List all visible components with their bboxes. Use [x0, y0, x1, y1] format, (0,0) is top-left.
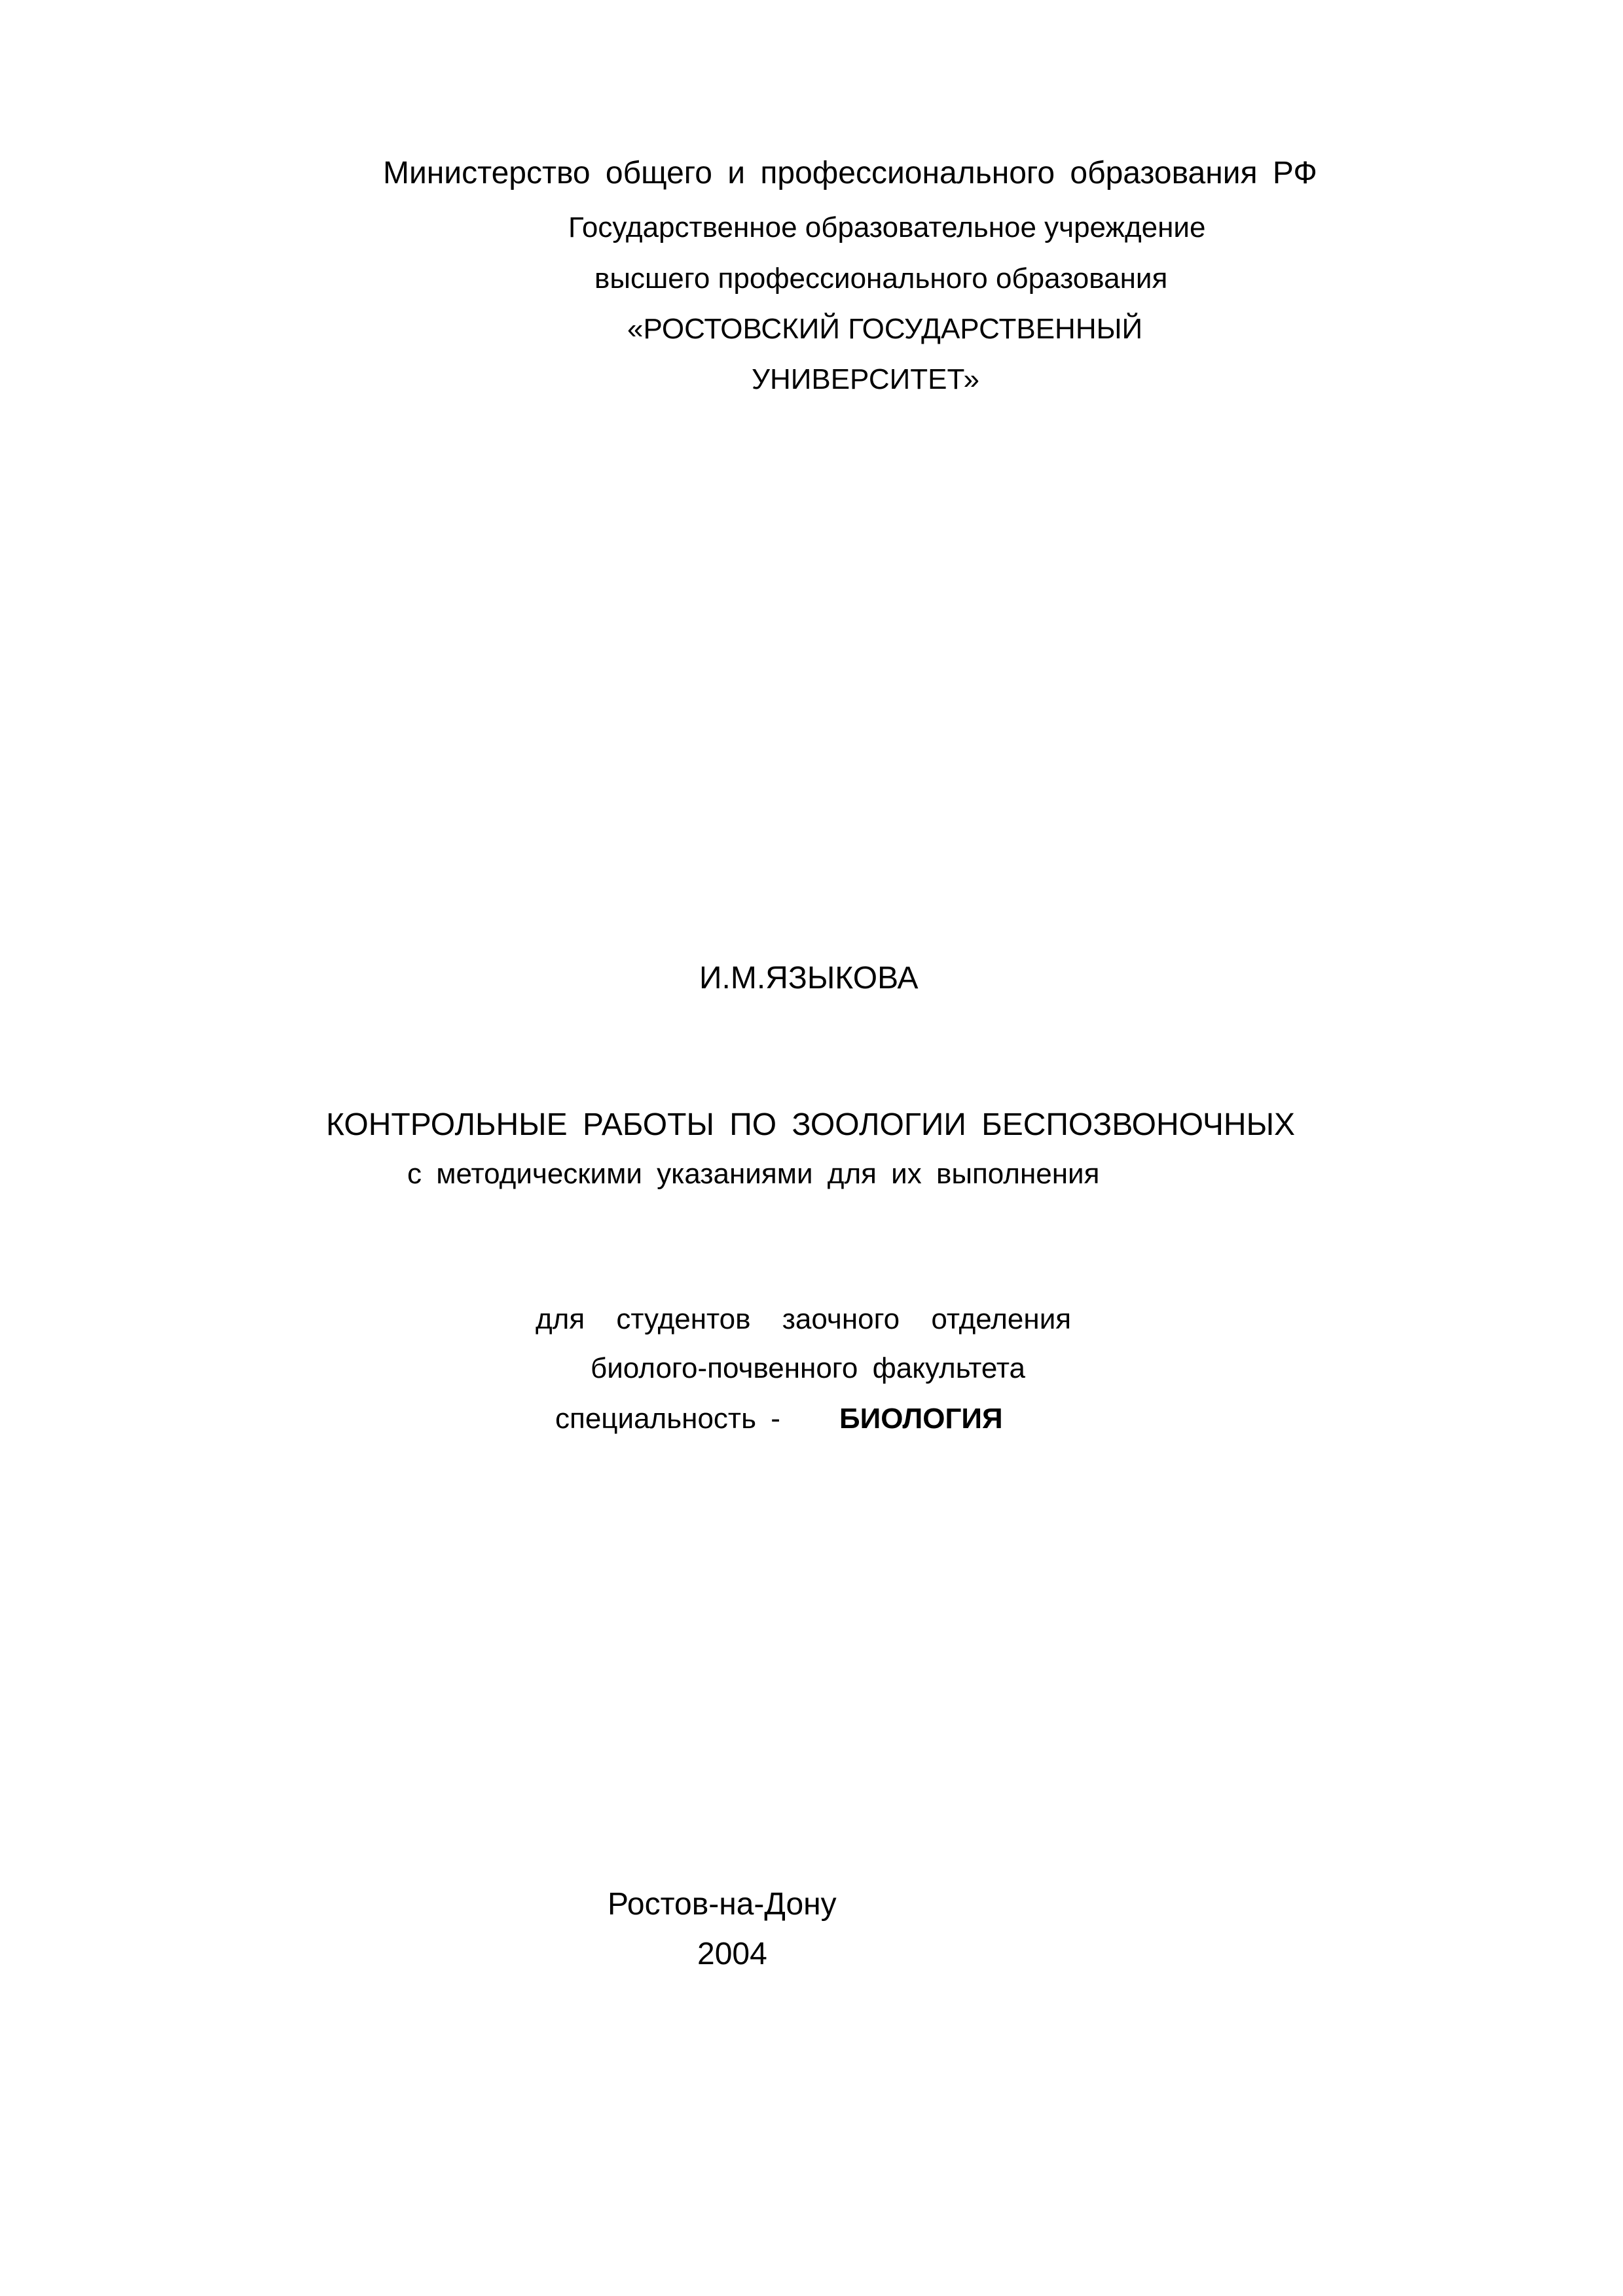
audience-line2: биолого-почвенного факультета: [591, 1352, 1025, 1384]
specialty-label: специальность -: [555, 1403, 780, 1435]
university-name-line1: «РОСТОВСКИЙ ГОСУДАРСТВЕННЫЙ: [627, 313, 1143, 345]
institution-type: Государственное образовательное учреждение: [568, 211, 1206, 243]
ministry-heading: Министерство общего и профессионального образования РФ: [383, 156, 1317, 190]
specialty-value: БИОЛОГИЯ: [839, 1403, 1003, 1435]
publication-city: Ростов-на-Дону: [608, 1887, 837, 1922]
document-subtitle: с методическими указаниями для их выполнения: [407, 1158, 1100, 1190]
author-name: И.М.ЯЗЫКОВА: [699, 961, 919, 996]
publication-year: 2004: [697, 1937, 767, 1971]
university-name-line2: УНИВЕРСИТЕТ»: [752, 363, 979, 395]
audience-line1: для студентов заочного отделения: [536, 1303, 1072, 1335]
institution-level: высшего профессионального образования: [594, 262, 1168, 295]
document-title: КОНТРОЛЬНЫЕ РАБОТЫ ПО ЗООЛОГИИ БЕСПОЗВОНОЧНЫХ: [326, 1107, 1296, 1142]
